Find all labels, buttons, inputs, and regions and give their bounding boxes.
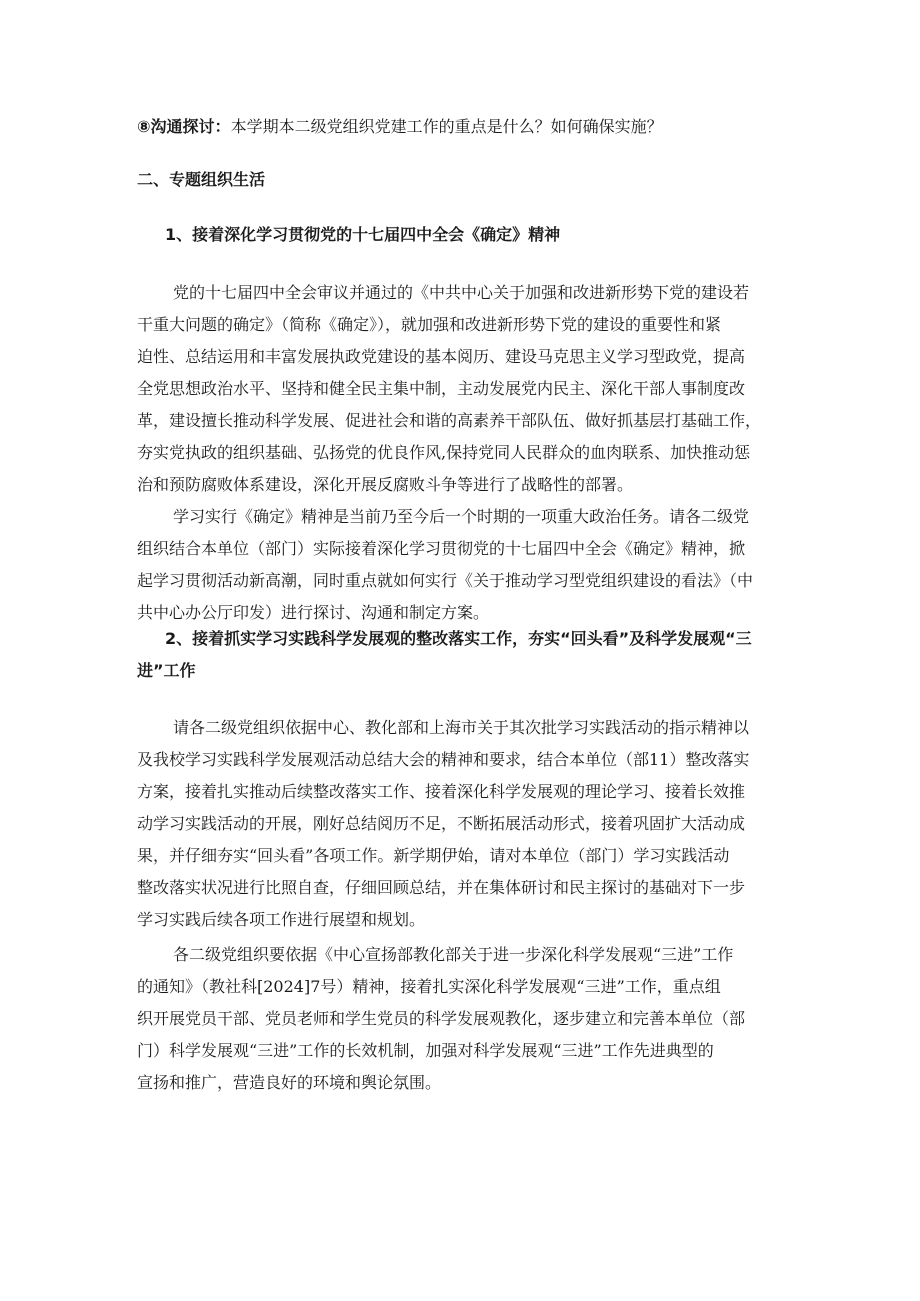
topic1-paragraph-2 — [137, 501, 785, 629]
paragraph-line: 革，建设擅长推动科学发展、促进社会和谐的高素养干部队伍、做好抓基层打基础工作， — [137, 411, 762, 430]
paragraph-line: 果，并仔细夯实“回头看”各项工作。新学期伊始，请对本单位（部门）学习实践活动 — [137, 846, 730, 865]
paragraph-line: 起学习贯彻活动新高潮，同时重点就如何实行《关于推动学习型党组织建设的看法》（中 — [137, 571, 754, 590]
paragraph-line: 各二级党组织要依据《中心宣扬部教化部关于进一步深化科学发展观“三进”工作 — [173, 945, 734, 964]
discussion-text: 本学期本二级党组织党建工作的重点是什么？如何确保实施？ — [230, 117, 663, 136]
paragraph-line: 方案，接着扎实推动后续整改落实工作、接着深化科学发展观的理论学习、接着长效推 — [137, 782, 746, 801]
paragraph-line: 及我校学习实践科学发展观活动总结大会的精神和要求，结合本单位（部11）整改落实 — [137, 750, 750, 769]
paragraph-line: 共中心办公厅印发）进行探讨、沟通和制定方案。 — [137, 603, 490, 622]
paragraph-line: 宣扬和推广，营造良好的环境和舆论氛围。 — [137, 1073, 442, 1092]
paragraph-line: 全党思想政治水平、坚持和健全民主集中制，主动发展党内民主、深化干部人事制度改 — [137, 379, 746, 398]
paragraph-line: 夯实党执政的组织基础、弘扬党的优良作风,保持党同人民群众的血肉联系、加快推动惩 — [137, 443, 751, 462]
paragraph-line: 请各二级党组织依据中心、教化部和上海市关于其次批学习实践活动的指示精神以 — [173, 718, 750, 737]
topic2-title-line-2: 进”工作 — [137, 661, 196, 680]
topic1-paragraph-1 — [137, 277, 785, 501]
paragraph-line: 党的十七届四中全会审议并通过的《中共中心关于加强和改进新形势下党的建设若 — [173, 283, 750, 302]
topic1-title: 1、接着深化学习贯彻党的十七届四中全会《确定》精神 — [165, 225, 561, 244]
paragraph-line: 学习实践后续各项工作进行展望和规划。 — [137, 910, 426, 929]
section-two-title: 二、专题组织生活 — [137, 170, 266, 189]
topic2-paragraph-2 — [137, 939, 785, 1099]
topic2-paragraph-1 — [137, 712, 785, 936]
paragraph-line: 干重大问题的确定》（简称《确定》），就加强和改进新形势下党的建设的重要性和紧 — [137, 315, 722, 334]
paragraph-line: 门）科学发展观“三进”工作的长效机制，加强对科学发展观“三进”工作先进典型的 — [137, 1041, 714, 1060]
paragraph-line: 的通知》（教社科[2024]7号）精神，接着扎实深化科学发展观“三进”工作，重点组 — [137, 977, 721, 996]
paragraph-line: 整改落实状况进行比照自查，仔细回顾总结，并在集体研讨和民主探讨的基础对下一步 — [137, 878, 746, 897]
discussion-line — [137, 116, 663, 138]
topic2-title-line-1: 2、接着抓实学习实践科学发展观的整改落实工作，夯实“回头看”及科学发展观“三 — [165, 629, 752, 648]
paragraph-line: 动学习实践活动的开展，刚好总结阅历不足，不断拓展活动形式，接着巩固扩大活动成 — [137, 814, 746, 833]
paragraph-line: 组织结合本单位（部门）实际接着深化学习贯彻党的十七届四中全会《确定》精神，掀 — [137, 539, 746, 558]
paragraph-line: 迫性、总结运用和丰富发展执政党建设的基本阅历、建设马克思主义学习型政党，提高 — [137, 347, 746, 366]
paragraph-line: 学习实行《确定》精神是当前乃至今后一个时期的一项重大政治任务。请各二级党 — [173, 507, 750, 526]
paragraph-line: 织开展党员干部、党员老师和学生党员的科学发展观教化，逐步建立和完善本单位（部 — [137, 1009, 746, 1028]
discussion-label: ⑧沟通探讨： — [137, 117, 231, 136]
paragraph-line: 治和预防腐败体系建设，深化开展反腐败斗争等进行了战略性的部署。 — [137, 475, 634, 494]
